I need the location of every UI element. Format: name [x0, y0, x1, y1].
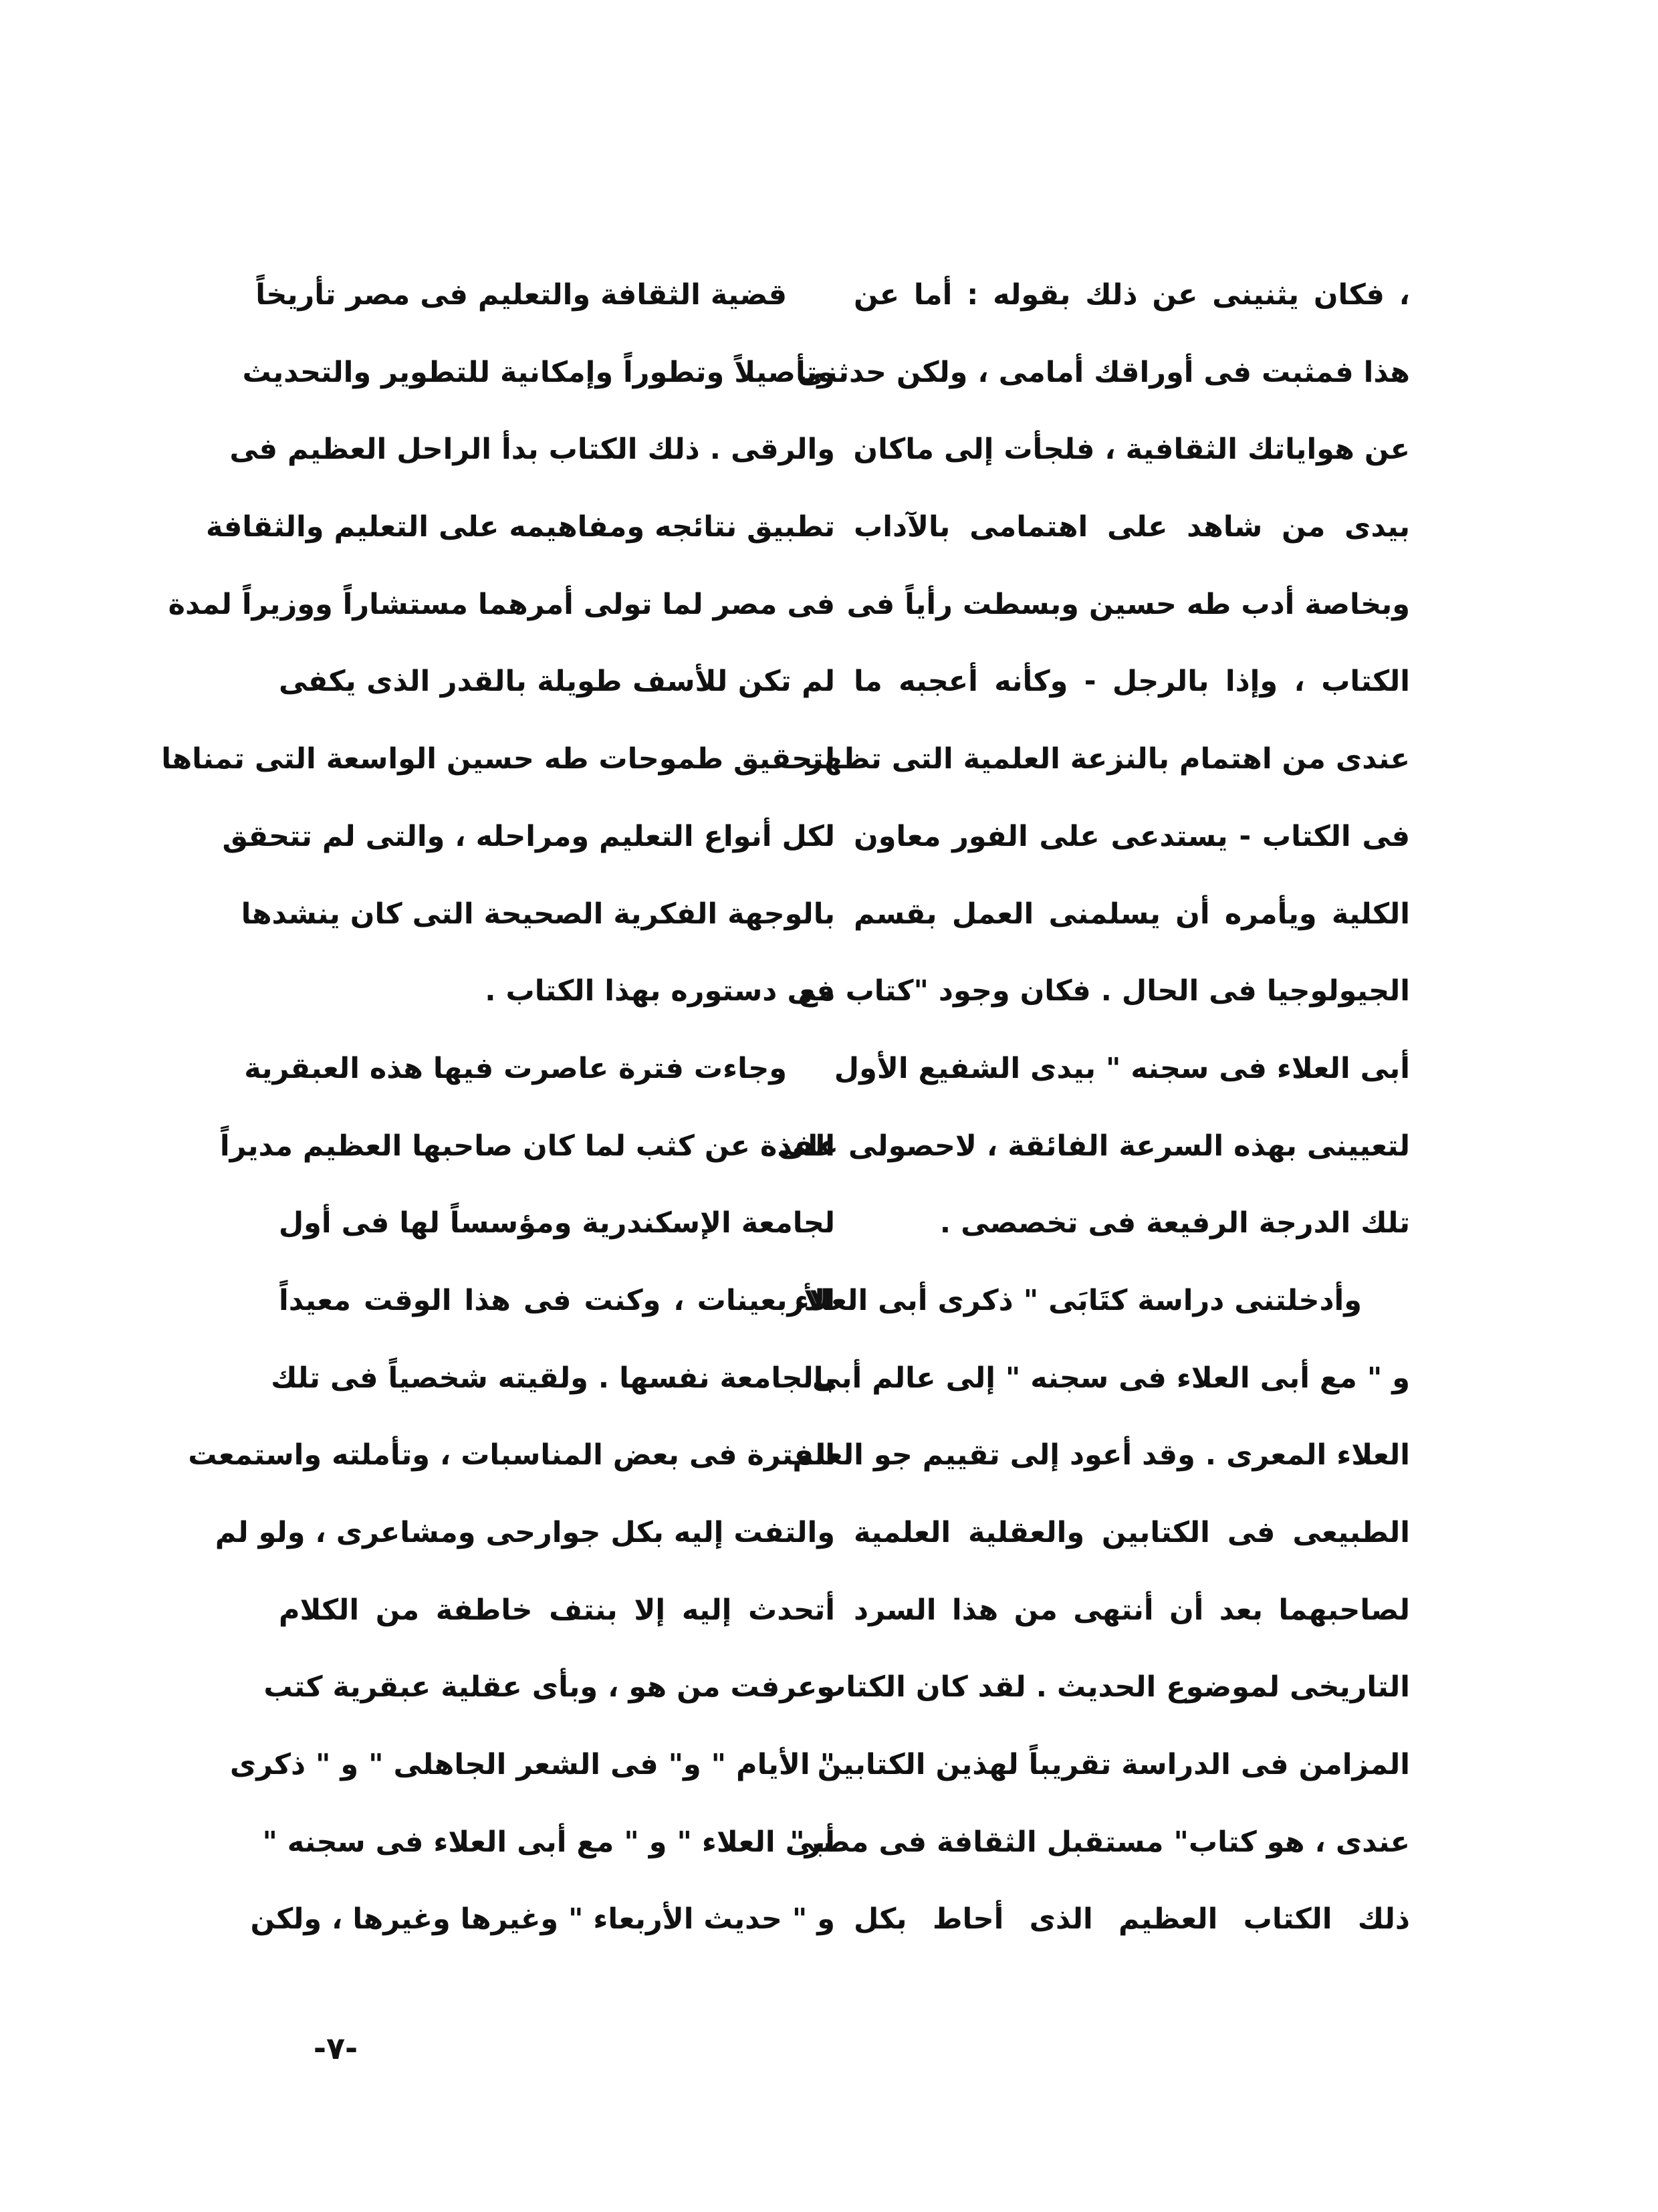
text-line: و " حديث الأربعاء " وغيرها وغيرها ، ولكن [250, 1902, 835, 1937]
text-line: أبى العلاء " و " مع أبى العلاء فى سجنه " [262, 1825, 835, 1859]
text-line: ذلك الكتاب العظيم الذى أحاط بكل [854, 1902, 1410, 1937]
text-line: المزامن فى الدراسة تقريباً لهذين الكتابين [817, 1748, 1410, 1782]
text-line: أتحدث إليه إلا بنتف خاطفة من الكلام [279, 1593, 835, 1627]
text-line: وجاءت فترة عاصرت فيها هذه العبقرية [244, 1051, 787, 1085]
text-line: وعرفت من هو ، وبأى عقلية عبقرية كتب [263, 1670, 835, 1704]
text-line: و " مع أبى العلاء فى سجنه " إلى عالم أبى [812, 1361, 1410, 1395]
text-line: بيدى من شاهد على اهتمامى بالآداب [854, 510, 1410, 544]
text-line: التاريخى لموضوع الحديث . لقد كان الكتاب [817, 1670, 1410, 1704]
text-line: بالوجهة الفكرية الصحيحة التى كان ينشدها [241, 897, 835, 931]
text-line: ، فكان يثنينى عن ذلك بقوله : أما عن [854, 278, 1410, 312]
text-line: الكتاب ، وإذا بالرجل - وكأنه أعجبه ما [854, 665, 1410, 699]
text-line: العلاء المعرى . وقد أعود إلى تقييم جو العلم [792, 1438, 1410, 1472]
text-line: لتحقيق طموحات طه حسين الواسعة التى تمناها [161, 742, 835, 776]
page-number: -٧- [313, 2030, 358, 2066]
text-line: فى الكتاب - يستدعى على الفور معاون [854, 819, 1410, 853]
text-line: تلك الدرجة الرفيعة فى تخصصى . [939, 1206, 1410, 1240]
text-line: " الأيام " و" فى الشعر الجاهلى " و " ذكرى [229, 1748, 835, 1782]
text-column-right [778, 257, 1410, 1959]
text-line: الفترة فى بعض المناسبات ، وتأملته واستمعت [188, 1438, 835, 1472]
text-line: الجيولوجيا فى الحال . فكان وجود "كتاب مع [798, 974, 1410, 1008]
text-line: الكلية ويأمره أن يسلمنى العمل بقسم [854, 897, 1410, 931]
text-line: قضية الثقافة والتعليم فى مصر تأريخاً [255, 278, 787, 312]
text-line: لصاحبهما بعد أن أنتهى من هذا السرد [854, 1593, 1410, 1627]
text-line: فى مصر لما تولى أمرهما مستشاراً ووزيراً لمدة [168, 587, 835, 621]
text-line: وأدخلتنى دراسة كتَابَى " ذكرى أبى العلاء [794, 1283, 1362, 1317]
text-line: عندى ، هو كتاب" مستقبل الثقافة فى مصر" [790, 1825, 1410, 1859]
text-line: لجامعة الإسكندرية ومؤسساً لها فى أول [278, 1206, 835, 1240]
text-line: بالجامعة نفسها . ولقيته شخصياً فى تلك [271, 1361, 835, 1395]
text-line: والرقى . ذلك الكتاب بدأ الراحل العظيم فى [229, 433, 835, 467]
text-line: عن هواياتك الثقافية ، فلجأت إلى ماكان [853, 433, 1410, 467]
text-line: لم تكن للأسف طويلة بالقدر الذى يكفى [279, 665, 835, 699]
text-line: الفذة عن كثب لما كان صاحبها العظيم مديراً [219, 1129, 835, 1163]
text-line: والتفت إليه بكل جوارحى ومشاعرى ، ولو لم [215, 1516, 835, 1549]
text-line: عندى من اهتمام بالنزعة العلمية التى تظهر [806, 742, 1410, 776]
text-line: لكل أنواع التعليم ومراحله ، والتى لم تتحقق [222, 819, 835, 853]
text-column-left [161, 257, 835, 1959]
text-line: الأربعينات ، وكنت فى هذا الوقت معيداً [279, 1283, 835, 1317]
text-line: تطبيق نتائجه ومفاهيمه على التعليم والثقافة [206, 510, 835, 544]
text-line: لتعيينى بهذه السرعة الفائقة ، لاحصولى على [778, 1129, 1410, 1163]
text-line: وبخاصة أدب طه حسين وبسطت رأياً فى [846, 587, 1410, 621]
text-line: أبى العلاء فى سجنه " بيدى الشفيع الأول [834, 1051, 1410, 1085]
text-line: هذا فمثبت فى أوراقك أمامى ، ولكن حدثنى [797, 355, 1410, 389]
text-line: فى دستوره بهذا الكتاب . [485, 974, 835, 1008]
text-line: الطبيعى فى الكتابين والعقلية العلمية [854, 1516, 1410, 1549]
text-line: وتأصيلاً وتطوراً وإمكانية للتطوير والتحديث [242, 355, 835, 389]
